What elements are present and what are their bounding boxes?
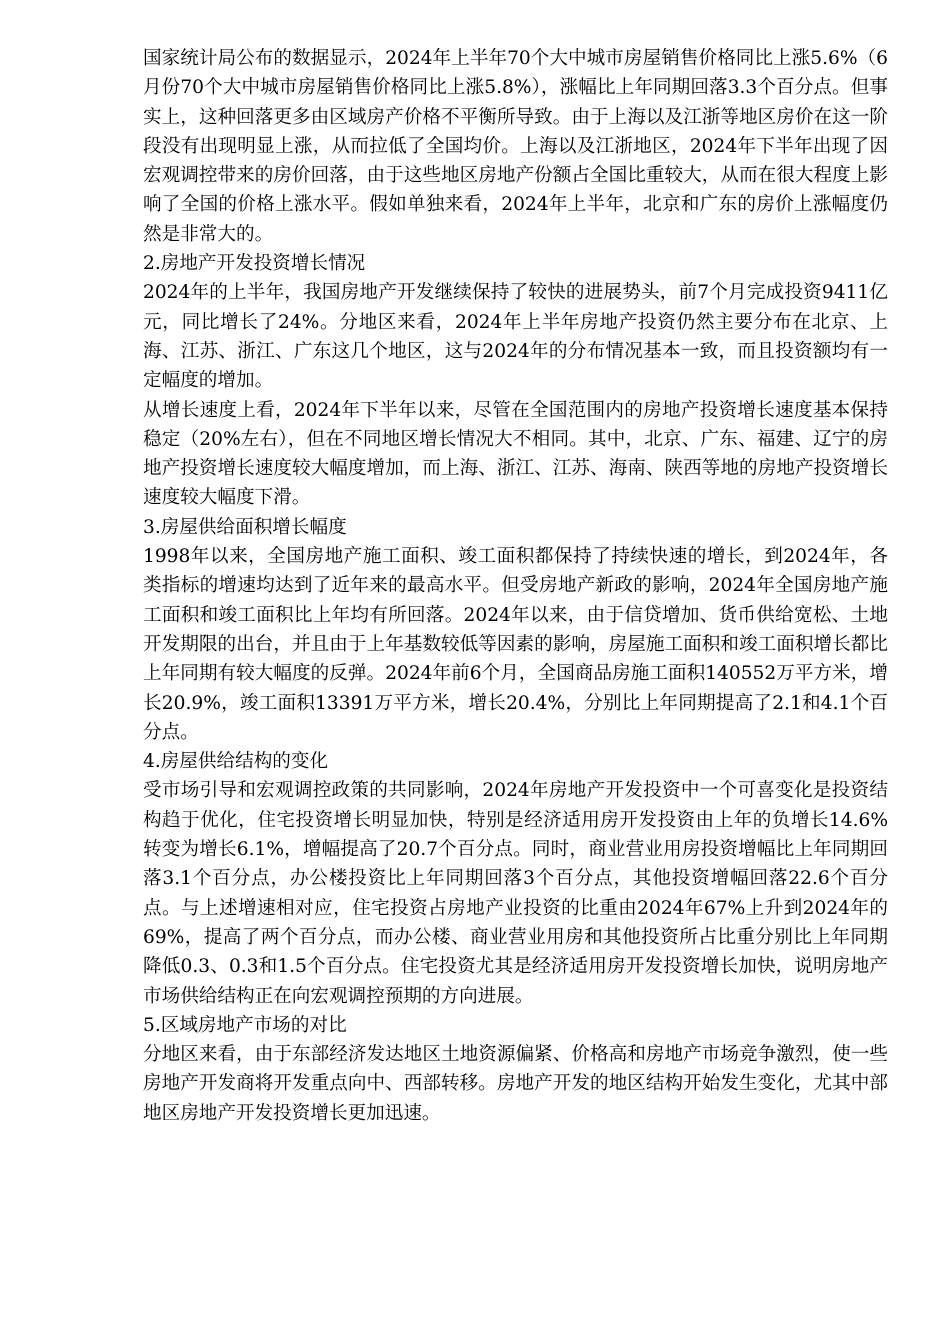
paragraph-price-trend: 国家统计局公布的数据显示，2024年上半年70个大中城市房屋销售价格同比上涨5.6%（6月份70个大中城市房屋销售价格同比上涨5.8%），涨幅比上年同期回落3.3个百分点。但事实上，这种回落更多由区域房产价格不平衡所导致。由于上海以及江浙等地区房价在这一阶段没有出现明显上涨，从而拉低了全国均价。上海以及江浙地区，2024年下半年出现了因宏观调控带来的房价回落，由于这些地区房地产份额占全国比重较大，从而在很大程度上影响了全国的价格上涨水平。假如单独来看，2024年上半年，北京和广东的房价上涨幅度仍然是非常大的。: [143, 48, 888, 245]
paragraph-supply-area: 1998年以来，全国房地产施工面积、竣工面积都保持了持续快速的增长，到2024年，各类指标的增速均达到了近年来的最高水平。但受房地产新政的影响，2024年全国房地产施工面积和竣工面积比上年均有所回落。2024年以来，由于信贷增加、货币供给宽松、土地开发期限的出台，并且由于上年基数较低等因素的影响，房屋施工面积和竣工面积增长都比上年同期有较大幅度的反弹。2024年前6个月，全国商品房施工面积140552万平方米，增长20.9%，竣工面积13391万平方米，增长20.4%，分别比上年同期提高了2.1和4.1个百分点。: [143, 546, 888, 743]
document-page: [143, 44, 888, 1128]
heading-supply-structure: 4.房屋供给结构的变化: [143, 751, 329, 773]
paragraph-growth-speed: 从增长速度上看，2024年下半年以来，尽管在全国范围内的房地产投资增长速度基本保持稳定（20%左右），但在不同地区增长情况大不相同。其中，北京、广东、福建、辽宁的房地产投资增长速度较大幅度增加，而上海、浙江、江苏、海南、陕西等地的房地产投资增长速度较大幅度下滑。: [143, 399, 888, 509]
paragraph-supply-structure: 受市场引导和宏观调控政策的共同影响，2024年房地产开发投资中一个可喜变化是投资结构趋于优化，住宅投资增长明显加快，特别是经济适用房开发投资由上年的负增长14.6%转变为增长6.1%，增幅提高了20.7个百分点。同时，商业营业用房投资增幅比上年同期回落3.1个百分点，办公楼投资比上年同期回落3个百分点，其他投资增幅回落22.6个百分点。与上述增速相对应，住宅投资占房地产业投资的比重由2024年67%上升到2024年的69%，提高了两个百分点，而办公楼、商业营业用房和其他投资所占比重分别比上年同期降低0.3、0.3和1.5个百分点。住宅投资尤其是经济适用房开发投资增长加快，说明房地产市场供给结构正在向宏观调控预期的方向进展。: [143, 780, 888, 1007]
heading-investment-growth: 2.房地产开发投资增长情况: [143, 253, 366, 275]
heading-regional-comparison: 5.区域房地产市场的对比: [143, 1014, 347, 1036]
heading-supply-area: 3.房屋供给面积增长幅度: [143, 516, 347, 538]
paragraph-regional-comparison: 分地区来看，由于东部经济发达地区土地资源偏紧、价格高和房地产市场竞争激烈，使一些房地产开发商将开发重点向中、西部转移。房地产开发的地区结构开始发生变化，尤其中部地区房地产开发投资增长更加迅速。: [143, 1044, 888, 1124]
paragraph-investment-first-half: 2024年的上半年，我国房地产开发继续保持了较快的进展势头，前7个月完成投资9411亿元，同比增长了24%。分地区来看，2024年上半年房地产投资仍然主要分布在北京、上海、江苏、浙江、广东这几个地区，这与2024年的分布情况基本一致，而且投资额均有一定幅度的增加。: [143, 282, 888, 392]
